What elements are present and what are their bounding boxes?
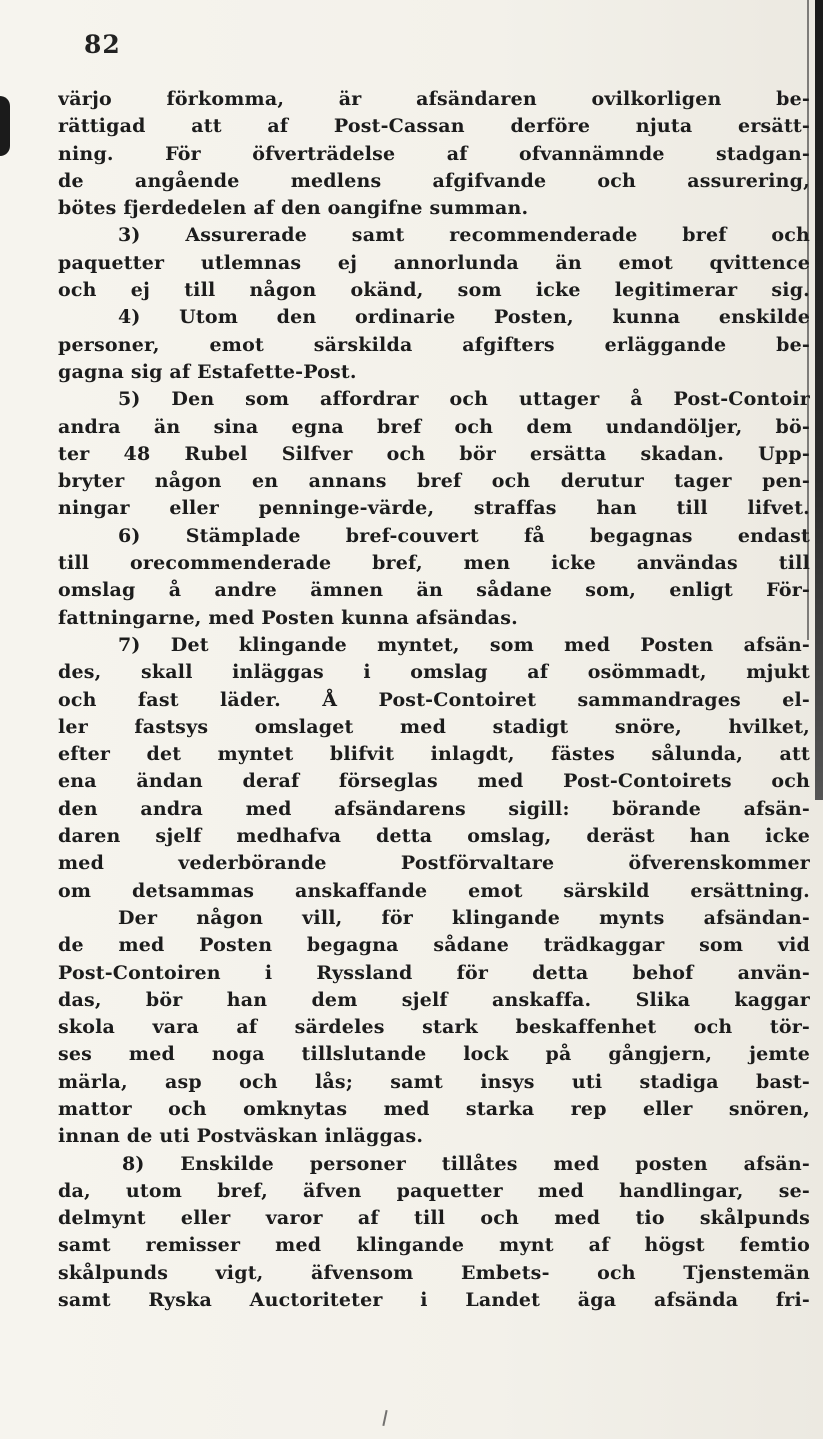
text-line: da, utom bref, äfven paquetter med handlingar, se- [58,1179,810,1202]
text-line: samt remisser med klingande mynt af högst femtio [58,1234,810,1257]
text-line: bötes fjerdedelen af den oangifne summan. [58,197,529,220]
text-line: ningar eller penninge-värde, straffas han till lifvet. [58,497,810,520]
text-line: skålpunds vigt, äfvensom Embets- och Tjenstemän [58,1261,810,1284]
text-line: ning. För öfverträdelse af ofvannämnde stadgan- [58,142,810,165]
text-line: skola vara af särdeles stark beskaffenhet och tör- [58,1016,810,1039]
text-line: personer, emot särskilda afgifters erläggande be- [58,333,810,356]
text-line: fattningarne, med Posten kunna afsändas. [58,606,518,629]
text-line: rättigad att af Post-Cassan derföre njuta ersätt- [58,115,810,138]
text-line: Der någon vill, för klingande mynts afsändan- [118,906,810,929]
text-line: och fast läder. Å Post-Contoiret sammandrages el- [58,688,810,711]
text-line: de med Posten begagna sådane trädkaggar som vid [58,934,810,957]
text-line: innan de uti Postväskan inläggas. [58,1125,424,1148]
text-line: das, bör han dem sjelf anskaffa. Slika kaggar [58,988,810,1011]
text-line: ses med noga tillslutande lock på gångjern, jemte [58,1043,810,1066]
text-line: andra än sina egna bref och dem undandöljer, bö- [58,415,810,438]
text-line: märla, asp och lås; samt insys uti stadiga bast- [58,1070,810,1093]
text-line: bryter någon en annans bref och derutur tager pen- [58,470,810,493]
body-text [58,86,810,1314]
text-line: gagna sig af Estafette-Post. [58,360,357,383]
text-line: delmynt eller varor af till och med tio skålpunds [58,1207,810,1230]
text-line: de angående medlens afgifvande och assurering, [58,169,810,192]
text-line: 3) Assurerade samt recommenderade bref och [118,224,810,247]
text-line: med vederbörande Postförvaltare öfverenskommer [58,852,810,875]
text-line: ena ändan deraf förseglas med Post-Contoirets och [58,770,810,793]
text-line: 6) Stämplade bref-couvert få begagnas endast [118,524,810,547]
text-line: daren sjelf medhafva detta omslag, deräst han icke [58,825,810,848]
text-line: den andra med afsändarens sigill: börande afsän- [58,797,810,820]
text-line: och ej till någon okänd, som icke legitimerar sig. [58,279,810,302]
stray-mark [382,1410,387,1426]
binding-mark [0,96,10,156]
text-line: omslag å andre ämnen än sådane som, enligt För- [58,579,810,602]
text-line: des, skall inläggas i omslag af osömmadt, mjukt [58,661,810,684]
text-line: om detsammas anskaffande emot särskild ersättning. [58,879,810,902]
text-line: paquetter utlemnas ej annorlunda än emot qvittence [58,251,810,274]
text-line: 4) Utom den ordinarie Posten, kunna enskilde [118,306,810,329]
text-line: 7) Det klingande myntet, som med Posten afsän- [118,633,810,656]
text-line: efter det myntet blifvit inlagdt, fästes sålunda, att [58,743,810,766]
text-line: Post-Contoiren i Ryssland för detta behof använ- [58,961,810,984]
text-line: mattor och omknytas med starka rep eller snören, [58,1097,810,1120]
text-line: samt Ryska Auctoriteter i Landet äga afsända fri- [58,1289,810,1312]
text-line: 8) Enskilde personer tillåtes med posten afsän- [122,1152,810,1175]
text-line: till orecommenderade bref, men icke användas till [58,552,810,575]
page-number: 82 [84,30,121,59]
text-line: 5) Den som affordrar och uttager å Post-Contoir [118,388,810,411]
text-line: värjo förkomma, är afsändaren ovilkorligen be- [58,88,810,110]
text-line: ler fastsys omslaget med stadigt snöre, hvilket, [58,715,810,738]
book-spine-edge [815,0,823,800]
text-line: ter 48 Rubel Silfver och bör ersätta skadan. Upp- [58,442,810,465]
